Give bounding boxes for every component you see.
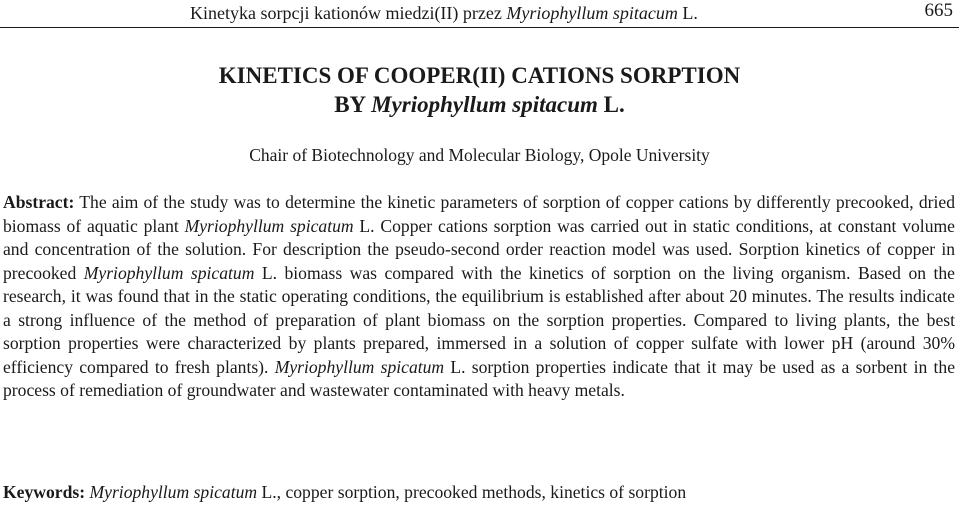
abstract: Abstract: The aim of the study was to determine the kinetic parameters of sorption of copper cations by differently precooked, dried biomass of aquatic plant Myriophyllum spicatum L. Copper cations sorption was carried out in static conditions, at constant volume and concentration of the solution. For description the pseudo-second order reaction model was used. Sorption kinetics of copper in precooked Myriophyllum spicatum L. biomass was compared with the kinetics of sorption on the living organism. Based on the research, it was found that in the static operating conditions, the equilibrium is established after about 20 minutes. The results indicate a strong influence of the method of preparation of plant biomass on the sorption properties. Compared to living plants, the best sorption properties were characterized by plants prepared, immersed in a solution of copper sulfate with lower pH (around 30% efficiency compared to fresh plants). Myriophyllum spicatum L. sorption properties indicate that it may be used as a sorbent in the process of remediation of groundwater and wastewater contaminated with heavy metals. [3,192,956,400]
title-line-2: BY Myriophyllum spitacum L. [334,92,625,117]
keywords: Keywords: Myriophyllum spicatum L., copper sorption, precooked methods, kinetics of sorption [3,482,687,502]
abstract-label: Abstract: [3,192,75,212]
running-header [0,0,959,28]
species-name: Myriophyllum spicatum [83,262,255,283]
species-name: Myriophyllum spicatum [184,215,354,236]
title-species: Myriophyllum spitacum [371,92,598,117]
page-number: 665 [924,0,953,21]
running-title: Kinetyka sorpcji kationów miedzi(II) przez Myriophyllum spitacum L. [190,3,698,23]
species-name: Myriophyllum spicatum [274,356,445,377]
keywords-label: Keywords: [3,482,86,502]
keywords-species: Myriophyllum spicatum [89,482,258,502]
article-title [0,61,959,119]
running-title-species: Myriophyllum spitacum [506,3,678,23]
affiliation: Chair of Biotechnology and Molecular Biology, Opole University [249,145,710,165]
title-line-1: KINETICS OF COOPER(II) CATIONS SORPTION [218,63,741,88]
